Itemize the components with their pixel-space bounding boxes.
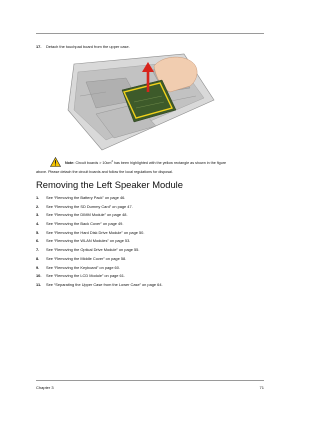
footer-page-number: 71 (259, 385, 264, 390)
note-line-1 (65, 160, 265, 165)
step-text: See “Removing the Middle Cover” on page 58. (46, 255, 127, 261)
step-text: Detach the touchpad board from the upper case. (46, 44, 130, 49)
step-text: See “Removing the SD Dummy Card” on page 47. (46, 203, 133, 209)
step-number: 4. (36, 221, 40, 227)
note-text-b: has been highlighted with the yellow rectangle as shown in the figure (112, 161, 227, 166)
step-text: See “Removing the Battery Pack” on page 46. (46, 195, 126, 200)
step-text: See “Removing the Back Cover” on page 49. (46, 221, 124, 227)
step-number: 1. (36, 195, 40, 200)
touchpad-removal-figure (66, 52, 216, 155)
step-number: 5. (36, 229, 40, 235)
list-item (36, 282, 163, 291)
steps-list (36, 195, 163, 291)
step-number: 17. (36, 44, 42, 49)
list-item (36, 247, 163, 256)
step-17 (36, 44, 130, 49)
step-text: See “Removing the Hard Disk Drive Module” on page 50. (46, 229, 145, 235)
step-number: 3. (36, 212, 40, 218)
list-item (36, 265, 163, 274)
list-item (36, 256, 163, 265)
step-text: See “Removing the WLAN Modules” on page 53. (46, 238, 131, 244)
step-number: 7. (36, 247, 40, 253)
footer-rule (36, 380, 264, 381)
note-text-a: Circuit boards > 10cm (74, 161, 112, 166)
section-title: Removing the Left Speaker Module (36, 179, 183, 190)
step-number: 8. (36, 255, 40, 261)
footer-chapter: Chapter 3 (36, 385, 54, 390)
list-item (36, 230, 163, 239)
step-number: 6. (36, 238, 40, 244)
step-number: 10. (36, 273, 42, 279)
step-text: See “Removing the Keyboard” on page 60. (46, 264, 120, 270)
list-item (36, 273, 163, 282)
step-text: See “Removing the DIMM Module” on page 48. (46, 212, 128, 218)
list-item (36, 238, 163, 247)
list-item (36, 221, 163, 230)
list-item (36, 195, 163, 204)
step-text: See “Removing the LCD Module” on page 61. (46, 273, 125, 279)
step-text: See “Separating the Upper Case from the Lower Case” on page 64. (46, 281, 163, 287)
step-number: 11. (36, 281, 42, 287)
step-text: See “Removing the Optical Drive Module” on page 55. (46, 247, 140, 253)
list-item (36, 204, 163, 213)
step-number: 9. (36, 264, 40, 270)
note-superscript: 2 (111, 160, 113, 163)
list-item (36, 212, 163, 221)
header-rule (36, 33, 264, 34)
warning-icon (50, 157, 61, 167)
note-label: Note: (65, 161, 75, 166)
step-number: 2. (36, 203, 40, 209)
note-line-2: above. Please detach the circuit boards and follow the local regulations for disposal. (36, 170, 173, 174)
